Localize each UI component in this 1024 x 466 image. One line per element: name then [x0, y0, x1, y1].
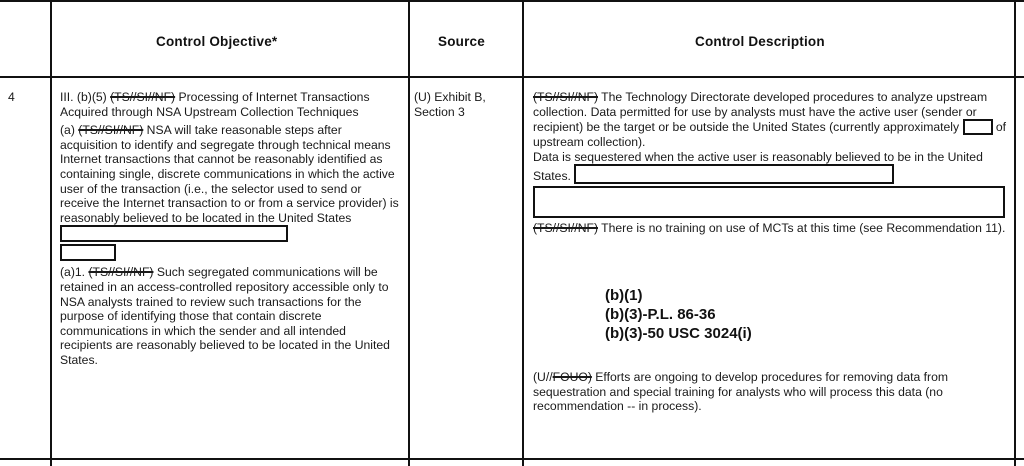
- column-divider-4: [1014, 0, 1016, 466]
- description-paragraph-2: (TS//SI//NF) There is no training on use of MCTs at this time (see Recommendation 11).: [533, 221, 1006, 236]
- objective-title: III. (b)(5) (TS//SI//NF) Processing of Internet Transactions Acquired through NSA Upstream Collection Techniques: [60, 90, 370, 119]
- table-top-border: [0, 0, 1024, 2]
- classification-marking: FOUO): [552, 370, 592, 384]
- classification-marking: (TS//SI//NF): [78, 123, 144, 138]
- header-control-description: Control Description: [695, 34, 825, 49]
- classification-marking: (TS//SI//NF): [533, 90, 598, 104]
- column-divider-1: [50, 0, 52, 466]
- redaction-box: [533, 186, 1005, 218]
- row-number: 4: [8, 90, 15, 104]
- table-bottom-border: [0, 458, 1024, 460]
- header-source: Source: [438, 34, 485, 49]
- source-cell: (U) Exhibit B, Section 3: [414, 90, 486, 119]
- column-divider-2: [408, 0, 410, 466]
- exemption-markings: [605, 286, 752, 343]
- description-paragraph-3: (U//FOUO) Efforts are ongoing to develop procedures for removing data from sequestration and special training for analysts who will process this data (no recommendation -- in process).: [533, 370, 949, 414]
- redaction-box: [963, 119, 993, 135]
- classification-marking: (TS//SI//NF): [88, 265, 154, 280]
- header-divider: [0, 76, 1024, 78]
- column-divider-3: [522, 0, 524, 466]
- classification-marking: (TS//SI//NF): [110, 90, 176, 104]
- exemption-code: (b)(1): [605, 287, 643, 304]
- objective-item-a1: (a)1. (TS//SI//NF) Such segregated communications will be retained in an access-controlled repository accessible only to NSA analysts trained to review such transactions for the purpose of identifying those that contain discrete communications in which the sender and all intended recipients are reasonably believed to be located in the United States.: [60, 265, 390, 367]
- control-description-cell: [533, 90, 1008, 236]
- objective-item-a: (a) (TS//SI//NF) NSA will take reasonable steps after acquisition to identify and segregate through technical means Internet transactions that cannot be reasonably identified as containing single, discrete communications in which the active user of the transaction (i.e., the selector used to send or receive the Internet transaction to or from a service provider) is reasonably believed to be located in the United States: [60, 123, 400, 261]
- exemption-code: (b)(3)-P.L. 86-36: [605, 306, 716, 323]
- redaction-box: [60, 225, 288, 242]
- classification-marking: (TS//SI//NF): [533, 221, 598, 236]
- control-objective-cell: [60, 90, 400, 368]
- redaction-box: [60, 244, 116, 261]
- header-control-objective: Control Objective*: [156, 34, 278, 49]
- description-paragraph-1: (TS//SI//NF) The Technology Directorate developed procedures to analyze upstream collection. Data permitted for use by analysts must have the active user (sender or recipient) be the target or be outside the United States (currently approximately of upstream collection).: [533, 90, 1007, 150]
- description-paragraph-1-continued: Data is sequestered when the active user is reasonably believed to be in the United States.: [533, 149, 983, 184]
- exemption-code: (b)(3)-50 USC 3024(i): [605, 325, 752, 342]
- redaction-box: [574, 164, 894, 184]
